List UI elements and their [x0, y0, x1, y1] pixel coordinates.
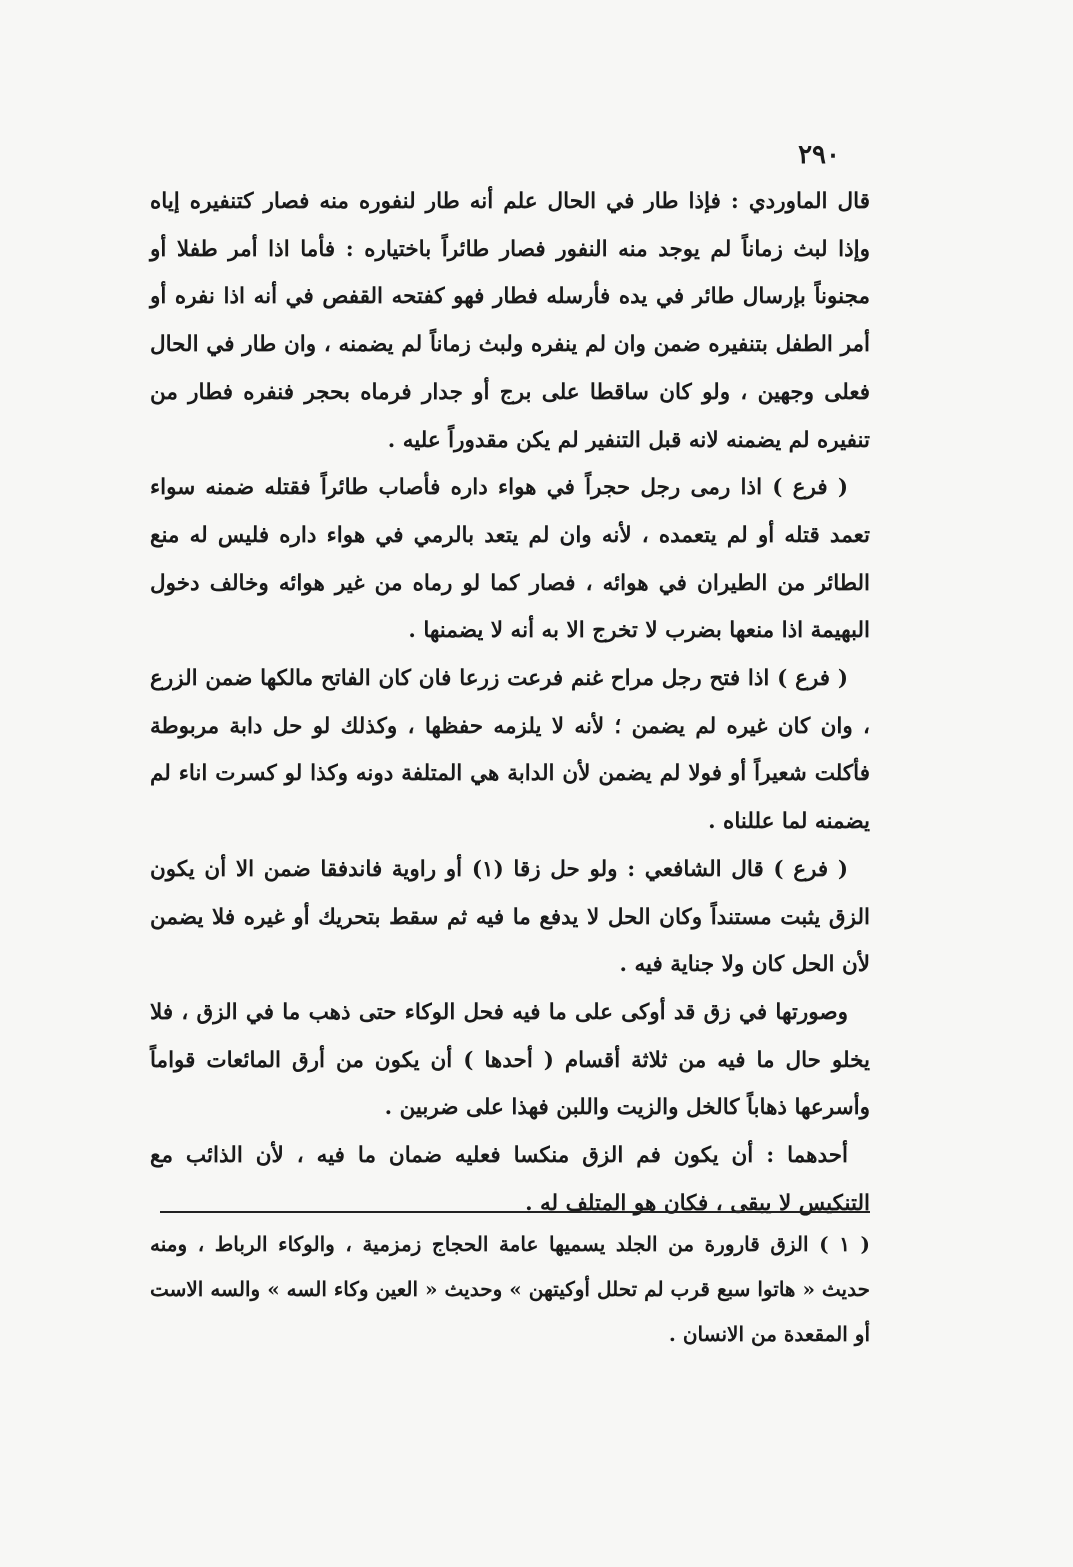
paragraph-far-stone: ( فرع ) اذا رمى رجل حجراً في هواء داره فأصاب طائراً فقتله ضمنه سواء تعمد قتله أو لم يتعمده ، لأنه وان لم يتعد بالرمي في هواء داره فليس له منع الطائر من الطيران في هوائه ، فصار كما لو رماه من غير هوائه وخالف دخول البهيمة اذا منعها بضرب لا تخرج الا به أنه لا يضمنها .: [150, 475, 870, 644]
paragraph-mawardi: قال الماوردي : فإذا طار في الحال علم أنه طار لنفوره منه فصار كتنفيره إياه وإذا لبث زماناً لم يوجد منه النفور فصار طائراً باختياره : فأما اذا أمر طفلا أو مجنوناً بإرسال طائر في يده فأرسله فطار فهو كفتحه القفص في أنه اذا نفره أو أمر الطفل بتنفيره ضمن وان لم ينفره ولبث زماناً لم يضمنه ، وان طار في الحال فعلى وجهين ، ولو كان ساقطا على برج أو جدار فرماه بحجر فنفره فطار من تنفيره لم يضمنه لانه قبل التنفير لم يكن مقدوراً عليه .: [150, 189, 870, 453]
page-number: ٢٩٠: [798, 140, 840, 170]
paragraph-far-shafii: ( فرع ) قال الشافعي : ولو حل زقا (١) أو راوية فاندفقا ضمن الا أن يكون الزق يثبت مستنداً وكان الحل لا يدفع ما فيه ثم سقط بتحريك أو غيره فلا يضمن لأن الحل كان ولا جناية فيه .: [150, 856, 870, 978]
footnote: [150, 1222, 870, 1357]
paragraph-first-type: أحدهما : أن يكون فم الزق منكسا فعليه ضمان ما فيه ، لأن الذائب مع التنكيس لا يبقى ، فكان هو المتلف له .: [150, 1143, 870, 1216]
paragraph-far-sheepfold: ( فرع ) اذا فتح رجل مراح غنم فرعت زرعا فان كان الفاتح مالكها ضمن الزرع ، وان كان غيره لم يضمن ؛ لأنه لا يلزمه حفظها ، وكذلك لو حل دابة مربوطة فأكلت شعيراً أو فولا لم يضمن لأن الدابة هي المتلفة دونه وكذا لو كسرت اناء لم يضمنه لما عللناه .: [150, 666, 870, 835]
footnote-1: ( ١ ) الزق قارورة من الجلد يسميها عامة الحجاج زمزمية ، والوكاء الرباط ، ومنه حديث « هاتوا سبع قرب لم تحلل أوكيتهن » وحديث « العين وكاء السه » والسه الاست أو المقعدة من الانسان .: [150, 1232, 870, 1346]
paragraph-case-description: وصورتها في زق قد أوكى على ما فيه فحل الوكاء حتى ذهب ما في الزق ، فلا يخلو حال ما فيه من ثلاثة أقسام ( أحدها ) أن يكون من أرق المائعات قواماً وأسرعها ذهاباً كالخل والزيت واللبن فهذا على ضربين .: [150, 999, 870, 1121]
footnote-divider: [160, 1211, 870, 1213]
main-text: [150, 178, 870, 1227]
